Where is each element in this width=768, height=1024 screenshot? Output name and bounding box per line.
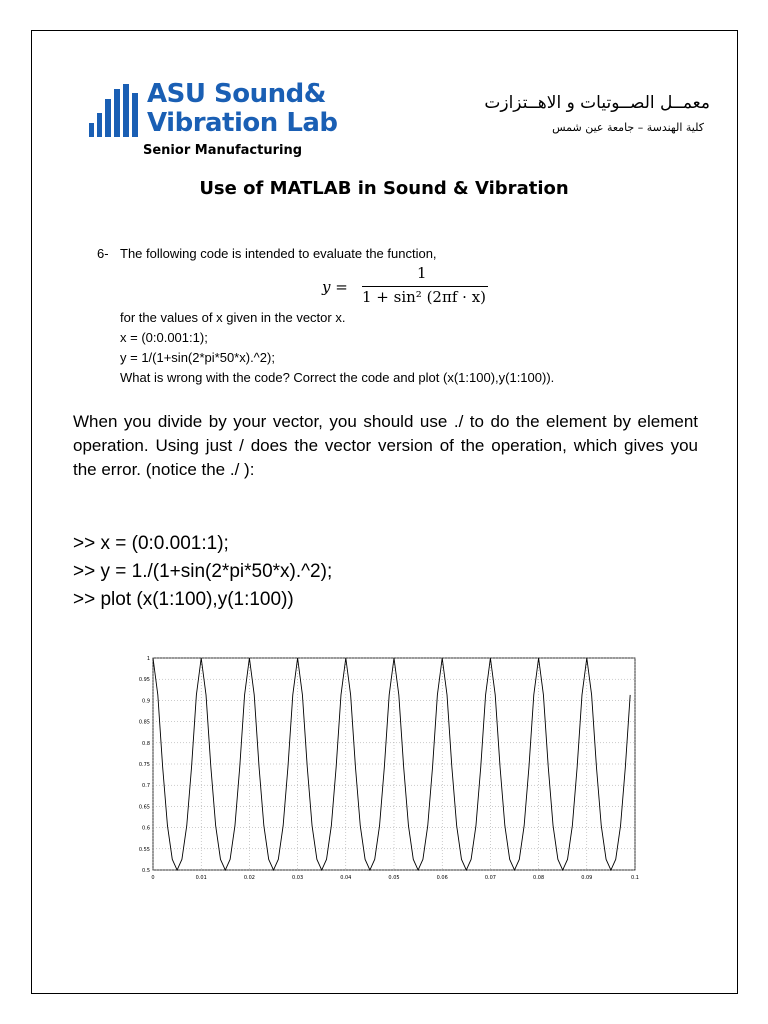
command-line-2: >> y = 1./(1+sin(2*pi*50*x).^2); <box>73 561 333 582</box>
y-tick-label: 0.95 <box>138 677 150 684</box>
formula-denominator: 1 + sin² (2πf · x) <box>362 288 487 306</box>
sinusoid-plot <box>135 650 645 882</box>
x-tick-label: 0.01 <box>195 875 207 881</box>
fraction-bar <box>362 286 488 287</box>
y-tick-label: 0.7 <box>142 783 150 790</box>
x-tick-label: 0.06 <box>436 875 448 881</box>
x-tick-label: 0.03 <box>292 875 304 881</box>
y-tick-label: 0.75 <box>138 762 150 768</box>
logo-line1: ASU Sound& <box>147 79 326 109</box>
y-tick-label: 1 <box>146 656 150 662</box>
arabic-faculty-subtitle: كلية الهندسة – جامعة عين شمس <box>552 121 704 134</box>
question-line-after: for the values of x given in the vector x. <box>120 310 346 325</box>
command-line-3: >> plot (x(1:100),y(1:100)) <box>73 589 294 610</box>
x-tick-label: 0.04 <box>340 875 352 881</box>
y-tick-label: 0.5 <box>142 868 150 874</box>
question-code-1: x = (0:0.001:1); <box>120 330 208 345</box>
question-intro: The following code is intended to evaluate the function, <box>120 246 437 261</box>
command-line-1: >> x = (0:0.001:1); <box>73 533 229 554</box>
y-tick-label: 0.55 <box>138 846 150 853</box>
x-tick-label: 0.05 <box>388 875 400 881</box>
logo-bars-icon <box>89 84 147 137</box>
x-tick-label: 0.09 <box>581 875 593 881</box>
y-tick-label: 0.8 <box>142 740 150 747</box>
logo-line2: Vibration Lab <box>147 108 338 138</box>
question-ask: What is wrong with the code? Correct the code and plot (x(1:100),y(1:100)). <box>120 370 555 385</box>
document-title: Use of MATLAB in Sound & Vibration <box>199 178 569 199</box>
logo-subtitle: Senior Manufacturing <box>143 143 303 158</box>
logo-text <box>147 80 338 138</box>
y-tick-label: 0.6 <box>142 825 150 832</box>
question-number: 6- <box>97 246 109 261</box>
x-tick-label: 0.07 <box>484 875 496 881</box>
y-tick-label: 0.9 <box>142 698 150 705</box>
formula-numerator: 1 <box>417 264 427 282</box>
y-tick-label: 0.65 <box>138 804 150 811</box>
y-tick-label: 0.85 <box>138 719 150 726</box>
arabic-lab-title: معمــل الصــوتيات و الاهــتزازت <box>484 93 710 113</box>
formula-lhs: y = <box>322 278 348 296</box>
x-tick-label: 0.08 <box>533 875 545 881</box>
answer-paragraph: When you divide by your vector, you should use ./ to do the element by element operation. Using just / does the vector version of the operation, which gives you the error. (notice the ./ ): <box>73 412 698 479</box>
x-tick-label: 0 <box>151 875 155 881</box>
question-code-2: y = 1/(1+sin(2*pi*50*x).^2); <box>120 350 275 365</box>
x-tick-label: 0.02 <box>243 875 255 881</box>
x-tick-label: 0.1 <box>631 875 639 881</box>
asu-logo <box>89 79 379 140</box>
